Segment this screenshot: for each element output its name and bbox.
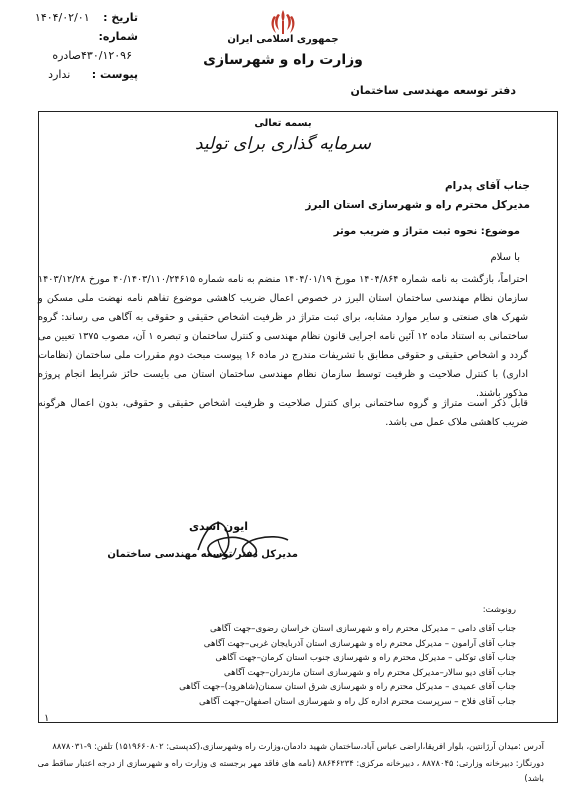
date-label: تاریخ :	[103, 11, 138, 24]
body-paragraph-1: احتراماً، بازگشت به نامه شماره ۱۴۰۴/۸۶۴ مورخ ۱۴۰۴/۰۱/۱۹ منضم به نامه شماره ۴۰/۱۴۰۳/۱۱۰/۲۴۶۱۵ مورخ ۱۴۰۳/۱۲/۲۸ سازمان نظام مهندسی ساختمان استان البرز در خصوص اعمال ضریب کاهشی موضوع تفاهم نامه نهضت ملی مسکن و شهرک های صنعتی و سایر موارد مشابه، برای ثبت متراژ در ظرفیت اشخاص حقیقی و حقوقی به آگاهی می رساند: گروه ساختمانی به استناد ماده ۱۲ آئین نامه اجرایی قانون نظام مهندسی و کنترل ساختمان و تبصره ۱ آن، مصوب ۱۳۷۵ تعیین می گردد و اشخاص حقیقی و حقوقی مطابق با تشریفات مندرج در ماده ۱۶ پیوست مبحث دوم مقررات ملی ساختمان (نظامات اداری) با کنترل صلاحیت و ظرفیت توسط سازمان نظام مهندسی ساختمان استان می بایست حائز شرایط انجام پروژه مذکور باشند.	[38, 274, 528, 399]
number-value: ۴۳۰/۱۲۰۹۶صادره	[52, 49, 132, 62]
footer-address: آدرس :میدان آرژانتین، بلوار افریقا،اراضی عباس آباد،ساختمان شهید دادمان،وزارت راه وشهرسازی،(کدپستی: ۱۵۱۹۶۶۰۸۰۲) تلفن: ۹-۸۸۷۸۰۳۱	[52, 741, 544, 751]
signature-scribble	[178, 510, 308, 570]
government-title: جمهوری اسلامی ایران	[227, 34, 339, 45]
cc-heading: رونوشت:	[482, 605, 516, 615]
page-number: ۱	[44, 713, 50, 724]
letter-meta	[18, 8, 138, 84]
cc-item: جناب آقای آرامون – مدیرکل محترم راه و شهرسازی استان آذربایجان غربی–جهت آگاهی	[203, 638, 516, 649]
addressee-name: جناب آقای پدرام	[444, 180, 530, 192]
slogan: سرمایه گذاری برای تولید	[194, 134, 372, 154]
cc-item: جناب آقای دامی – مدیرکل محترم راه و شهرسازی استان خراسان رضوی–جهت آگاهی	[209, 624, 516, 634]
cc-item: جناب آقای توکلی – مدیرکل محترم راه و شهرسازی جنوب استان کرمان–جهت آگاهی	[215, 653, 516, 663]
attachment-value: ندارد	[48, 68, 71, 81]
addressee-title: مدیرکل محترم راه و شهرسازی استان البرز	[305, 199, 530, 211]
cc-item: جناب آقای فلاح – سرپرست محترم اداره کل راه و شهرسازی استان اصفهان–جهت آگاهی	[198, 696, 516, 707]
cc-item: جناب آقای عمیدی – مدیرکل محترم راه و شهرسازی شرق استان سمنان(شاهرود)–جهت آگاهی	[179, 682, 516, 692]
date-row	[18, 8, 138, 27]
date-value: ۱۴۰۴/۰۲/۰۱	[34, 11, 90, 24]
signer-name: ایون اسدی	[188, 520, 248, 533]
greeting: با سلام	[490, 252, 520, 263]
cc-item: جناب آقای دیو سالار–مدیرکل محترم راه و شهرسازی استان مازندران–جهت آگاهی	[223, 667, 516, 678]
attachment-row	[18, 65, 138, 84]
ministry-title: وزارت راه و شهرسازی	[203, 52, 363, 68]
iran-emblem-icon	[270, 8, 296, 36]
number-label: شماره:	[98, 30, 138, 43]
bismillah: بسمه تعالی	[254, 118, 312, 129]
body-paragraph-2: قابل ذکر است متراژ و گروه ساختمانی برای کنترل صلاحیت و ظرفیت اشخاص حقیقی و حقوقی، بدون اعمال هرگونه ضریب کاهشی ملاک عمل می باشد.	[38, 398, 528, 428]
attachment-label: پیوست :	[91, 68, 138, 81]
footer-fax: دورنگار: دبیرخانه وزارتی: ۸۸۷۸۰۴۵ ، دبیرخانه مرکزی: ۸۸۶۴۶۲۳۴ (نامه های فاقد مهر برجسته ی وزارت راه و شهرسازی از درجه اعتبار ساقط می باشد)	[37, 758, 544, 783]
subject-line: موضوع: نحوه ثبت متراژ و ضریب موثر	[333, 226, 520, 237]
department-title: دفتر توسعه مهندسی ساختمان	[350, 84, 516, 97]
signer-title: مدیرکل دفتر توسعه مهندسی ساختمان	[107, 549, 298, 560]
number-row	[18, 27, 138, 65]
